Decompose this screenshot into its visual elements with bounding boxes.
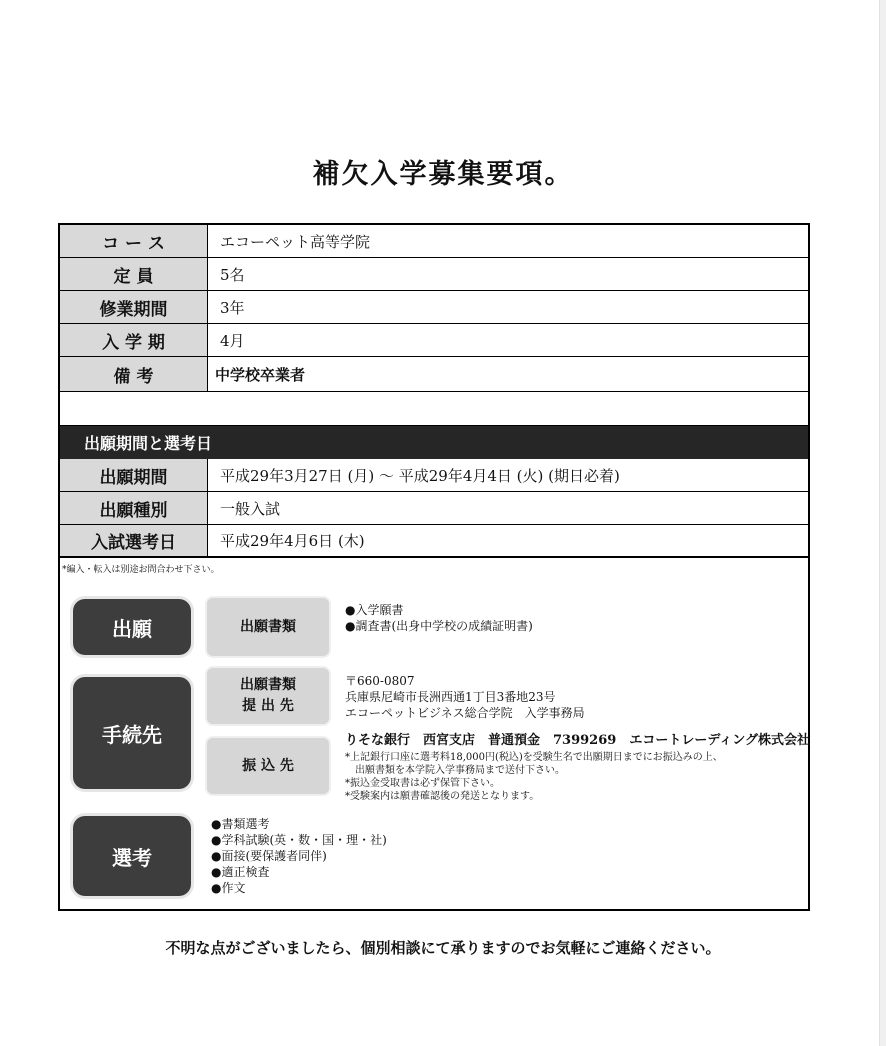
submission-label-2: 提 出 先 bbox=[242, 698, 294, 714]
spacer-row bbox=[60, 392, 808, 426]
exam-date-value: 平成29年4月6日 (木) bbox=[220, 532, 365, 550]
transfer-note-1: *上記銀行口座に選考料18,000円(税込)を受験生名で出願期日までにお振込みの上、 bbox=[345, 752, 723, 763]
application-period-value: 平成29年3月27日 (月) ～ 平成29年4月4日 (火) (期日必着) bbox=[220, 466, 620, 485]
address-line-2: 兵庫県尼崎市長洲西通1丁目3番地23号 bbox=[345, 690, 556, 704]
exam-date-row bbox=[60, 525, 808, 558]
info-frame bbox=[58, 223, 810, 911]
submission-label-1: 出願書類 bbox=[240, 677, 296, 693]
application-badge: 出願 bbox=[73, 599, 191, 655]
selection-item-5: ●作文 bbox=[211, 881, 246, 895]
procedure-badge: 手続先 bbox=[73, 677, 191, 789]
enrollment-label: 入 学 期 bbox=[60, 324, 208, 356]
remarks-row bbox=[60, 357, 808, 392]
application-period-label: 出願期間 bbox=[60, 459, 208, 491]
bank-info: りそな銀行 西宮支店 普通預金 7399269 エコートレーディング株式会社 bbox=[345, 733, 811, 748]
application-period-row bbox=[60, 459, 808, 492]
application-type-label: 出願種別 bbox=[60, 492, 208, 524]
exam-date-label: 入試選考日 bbox=[60, 525, 208, 556]
application-doc-2: ●調査書(出身中学校の成績証明書) bbox=[345, 619, 533, 633]
selection-item-3: ●面接(要保護者同伴) bbox=[211, 849, 327, 863]
course-row bbox=[60, 225, 808, 258]
duration-value: 3年 bbox=[220, 298, 245, 317]
address-line-3: エコーペットビジネス総合学院 入学事務局 bbox=[345, 706, 585, 720]
page-title: 補欠入学募集要項。 bbox=[312, 159, 574, 190]
selection-item-4: ●適正検査 bbox=[211, 865, 270, 879]
duration-row bbox=[60, 291, 808, 324]
schedule-header: 出願期間と選考日 bbox=[60, 426, 808, 459]
application-type-value: 一般入試 bbox=[220, 499, 281, 518]
capacity-label: 定 員 bbox=[60, 258, 208, 290]
application-type-row bbox=[60, 492, 808, 525]
enrollment-row bbox=[60, 324, 808, 357]
transfer-note: *編入・転入は別途お問合わせ下さい。 bbox=[62, 565, 220, 575]
transfer-note-3: *振込金受取書は必ず保管下さい。 bbox=[345, 778, 500, 789]
remarks-value: 中学校卒業者 bbox=[215, 365, 306, 384]
selection-badge: 選考 bbox=[73, 816, 191, 896]
selection-item-2: ●学科試験(英・数・国・理・社) bbox=[211, 833, 387, 847]
capacity-value: 5名 bbox=[220, 265, 245, 284]
transfer-badge: 振 込 先 bbox=[207, 738, 329, 794]
course-value: エコーペット高等学院 bbox=[220, 232, 371, 251]
address-line-1: 〒660-0807 bbox=[345, 674, 415, 688]
duration-label: 修業期間 bbox=[60, 291, 208, 323]
remarks-label: 備 考 bbox=[60, 357, 208, 391]
capacity-row bbox=[60, 258, 808, 291]
enrollment-value: 4月 bbox=[220, 331, 245, 350]
transfer-note-2: 出願書類を本学院入学事務局まで送付下さい。 bbox=[345, 765, 565, 776]
submission-badge bbox=[207, 668, 329, 724]
application-docs-badge: 出願書類 bbox=[207, 598, 329, 656]
application-doc-1: ●入学願書 bbox=[345, 603, 404, 617]
contact-footer: 不明な点がございましたら、個別相談にて承りますのでお気軽にご連絡ください。 bbox=[165, 939, 721, 957]
course-label: コ ー ス bbox=[60, 225, 208, 257]
transfer-note-4: *受験案内は願書確認後の発送となります。 bbox=[345, 791, 540, 802]
selection-item-1: ●書類選考 bbox=[211, 817, 270, 831]
